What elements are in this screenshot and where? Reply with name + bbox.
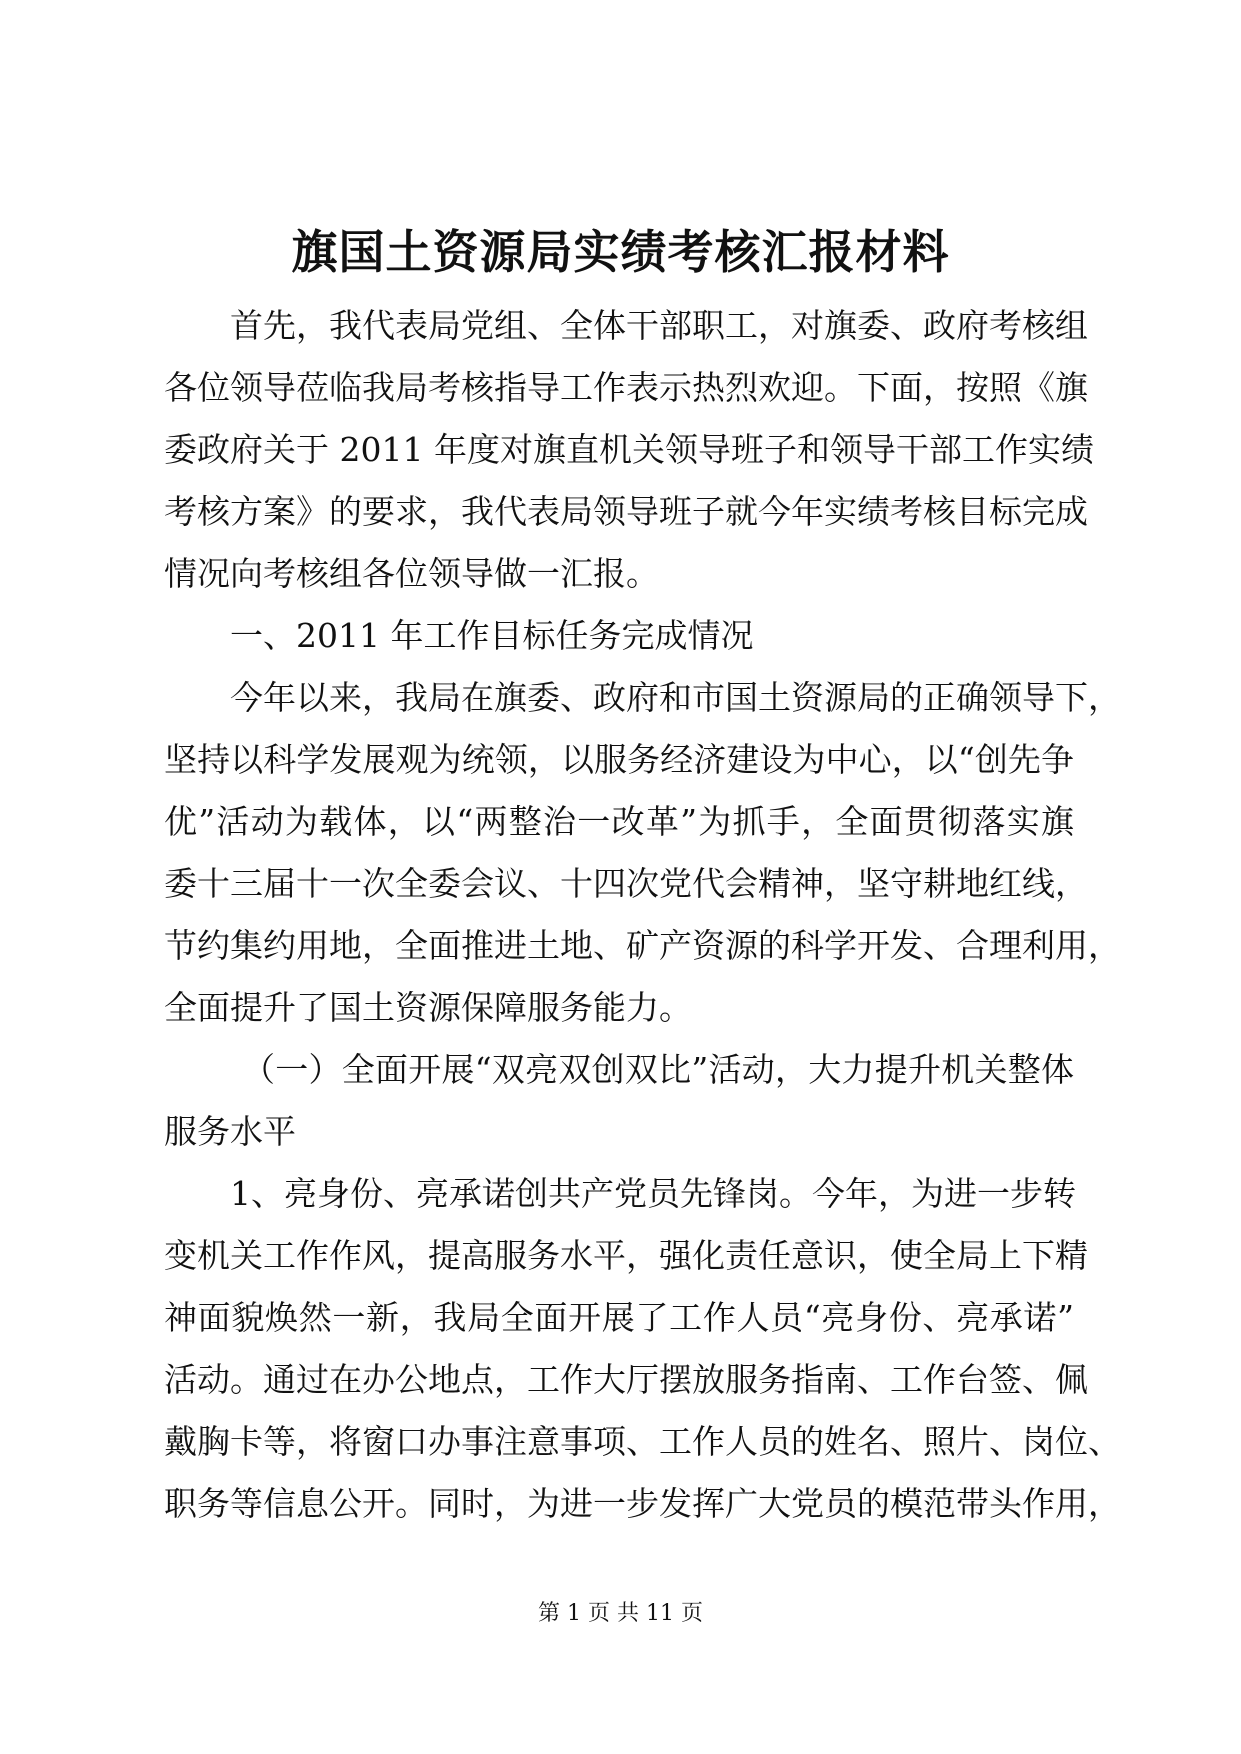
- text-line: 委政府关于 2011 年度对旗直机关领导班子和领导干部工作实绩: [164, 430, 1094, 469]
- text-line: 一、2011 年工作目标任务完成情况: [230, 616, 754, 655]
- document-body: [164, 295, 1121, 1535]
- text-line: 情况向考核组各位领导做一汇报。: [164, 554, 659, 593]
- text-line: 变机关工作作风，提高服务水平，强化责任意识，使全局上下精: [164, 1236, 1088, 1275]
- text-line: 戴胸卡等，将窗口办事注意事项、工作人员的姓名、照片、岗位、: [164, 1422, 1121, 1461]
- page-footer: 第 1 页 共 11 页: [538, 1601, 703, 1626]
- text-line: 各位领导莅临我局考核指导工作表示热烈欢迎。下面，按照《旗: [164, 368, 1088, 407]
- text-line: 全面提升了国土资源保障服务能力。: [164, 988, 692, 1027]
- text-line: 首先，我代表局党组、全体干部职工，对旗委、政府考核组: [230, 306, 1088, 345]
- text-line: 神面貌焕然一新，我局全面开展了工作人员“亮身份、亮承诺”: [164, 1298, 1074, 1337]
- text-line: 活动。通过在办公地点，工作大厅摆放服务指南、工作台签、佩: [164, 1360, 1088, 1399]
- document-title: 旗国土资源局实绩考核汇报材料: [291, 225, 950, 279]
- text-line: 优”活动为载体，以“两整治一改革”为抓手，全面贯彻落实旗: [164, 802, 1074, 841]
- text-line: 职务等信息公开。同时，为进一步发挥广大党员的模范带头作用，: [164, 1484, 1121, 1523]
- text-line: （一）全面开展“双亮双创双比”活动，大力提升机关整体: [242, 1050, 1074, 1089]
- text-line: 节约集约用地，全面推进土地、矿产资源的科学开发、合理利用，: [164, 926, 1121, 965]
- text-line: 考核方案》的要求，我代表局领导班子就今年实绩考核目标完成: [164, 492, 1088, 531]
- text-line: 委十三届十一次全委会议、十四次党代会精神，坚守耕地红线，: [164, 864, 1088, 903]
- text-line: 1、亮身份、亮承诺创共产党员先锋岗。今年，为进一步转: [230, 1174, 1076, 1213]
- text-line: 服务水平: [164, 1112, 296, 1151]
- text-line: 坚持以科学发展观为统领，以服务经济建设为中心，以“创先争: [164, 740, 1074, 779]
- text-line: 今年以来，我局在旗委、政府和市国土资源局的正确领导下，: [230, 678, 1121, 717]
